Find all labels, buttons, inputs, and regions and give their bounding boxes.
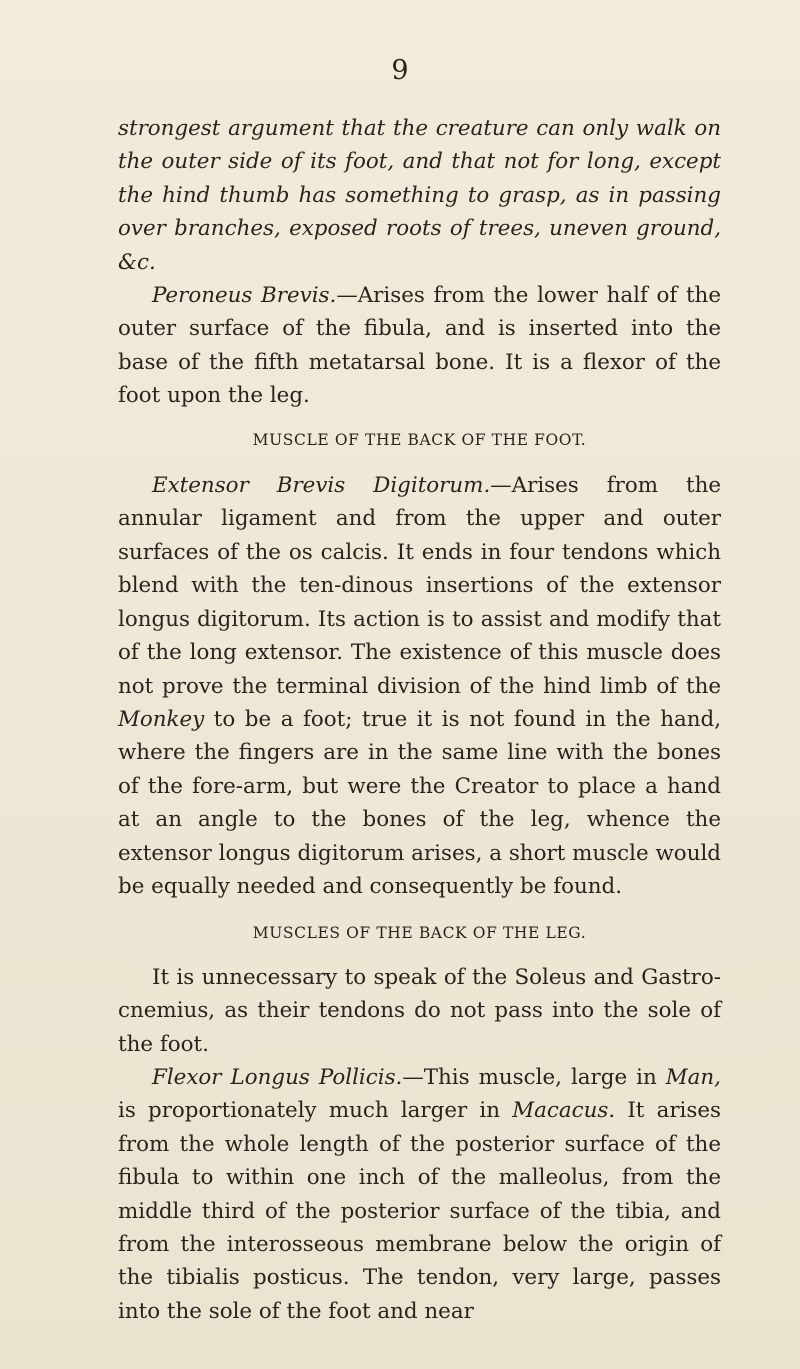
paragraph-peroneus-brevis <box>118 279 721 413</box>
paragraph-1-italic-text: strongest argument that the creature can only walk on the outer side of its foot, and that not for long, except the hind thumb has something to grasp, as in passing over branches, exposed roots of trees, uneven ground, &c. <box>118 116 721 275</box>
flexor-longus-description-2: is proportionately much larger in <box>118 1098 513 1124</box>
macacus-italic: Macacus. <box>512 1098 616 1124</box>
page-number: 9 <box>391 55 409 86</box>
term-flexor-longus-pollicis: Flexor Longus Pollicis. <box>152 1064 403 1090</box>
term-peroneus-brevis: Peroneus Brevis. <box>152 283 337 309</box>
flexor-longus-description: —This muscle, large in <box>402 1064 666 1090</box>
term-extensor-brevis-digitorum: Extensor Brevis Digitorum. <box>152 473 491 499</box>
extensor-brevis-description: —Arises from the annular ligament and from the upper and outer surfaces of the os calcis. It ends in four tendons which blend with the ten-dinous insertions of the extensor longus digitorum. Its action is to assist and modify that of the long extensor. The existence of this muscle does not prove the terminal division of the hind limb of the <box>118 473 721 699</box>
paragraph-1 <box>118 112 721 279</box>
monkey-italic: Monkey <box>118 706 205 732</box>
peroneus-brevis-description: —Arises from the lower half of the outer surface of the fibula, and is inserted into the base of the fifth metatarsal bone. It is a flexor of the foot upon the leg. <box>118 283 721 409</box>
flexor-longus-description-3: It arises from the whole length of the posterior surface of the fibula to within one inch of the malleolus, from the middle third of the posterior surface of the tibia, and from the interosseous membrane below the origin of the tibialis posticus. The tendon, very large, passes into the sole of the foot and near <box>118 1098 721 1324</box>
page-body-text <box>118 112 721 1328</box>
paragraph-extensor-brevis <box>118 469 721 903</box>
paragraph-flexor-longus <box>118 1061 721 1328</box>
heading-back-of-foot: MUSCLE OF THE BACK OF THE FOOT. <box>252 430 587 449</box>
heading-back-of-leg: MUSCLES OF THE BACK OF THE LEG. <box>252 924 587 943</box>
man-italic: Man, <box>665 1064 721 1090</box>
paragraph-soleus: It is unnecessary to speak of the Soleus and Gastro-cnemius, as their tendons do not pass into the sole of the foot. <box>118 964 721 1057</box>
extensor-brevis-description-cont: to be a foot; true it is not found in the hand, where the fingers are in the same line with the bones of the fore-arm, but were the Creator to place a hand at an angle to the bones of the leg, whence the extensor longus digitorum arises, a short muscle would be equally needed and consequently be found. <box>118 706 721 899</box>
